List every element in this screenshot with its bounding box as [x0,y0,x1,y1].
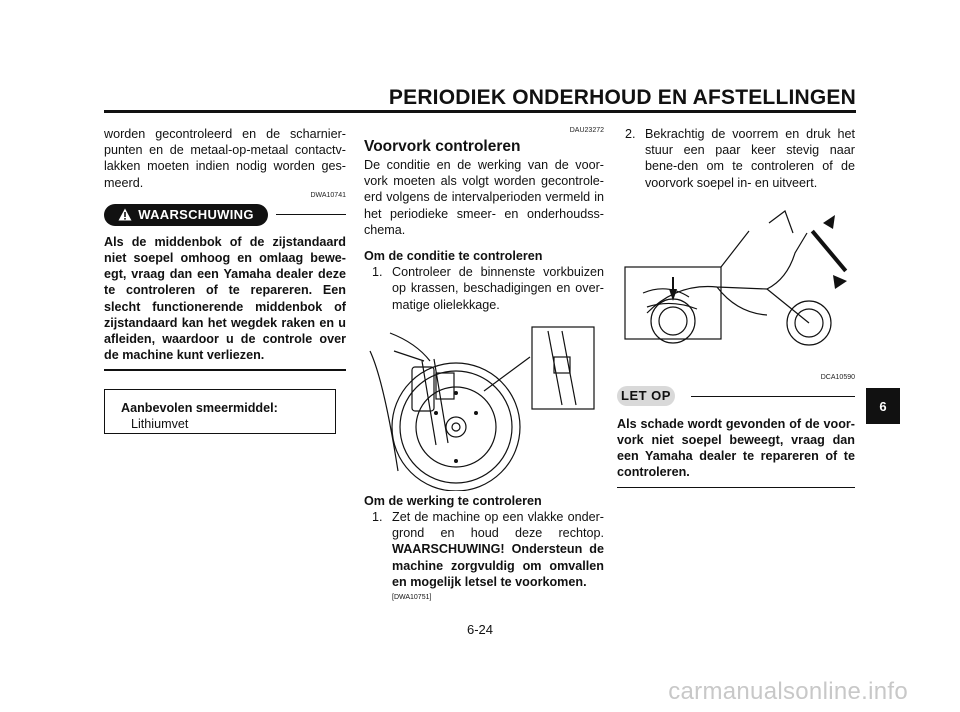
warning-badge [104,204,268,226]
notice-end-rule [617,487,855,489]
warning-triangle-icon [118,208,132,221]
page-number: 6-24 [466,622,494,637]
scooter-illustration [617,203,855,363]
warning-header [104,204,346,228]
step-text-warning: WAARSCHUWING! Ondersteun de machine zorgvuldig om omvallen en mogelijk letsel te voorkomen. [392,542,604,589]
notice-header [617,386,855,410]
notice-line [691,396,855,398]
page-header-title: PERIODIEK ONDERHOUD EN AFSTELLINGEN [388,86,856,109]
watermark-text: carmanualsonline.info [668,678,908,705]
warning-text: Als de middenbok of de zijstandaard niet soepel omhoog en omlaag bewe-egt, vraag dan een Yamaha dealer deze te controleren of te repareren. Een slecht functionerende middenbok of zijstandaard kan het wegdek raken en u afleiden, waardoor u de controle over de machine kunt verliezen. [104,234,346,363]
section-code: DAU23272 [569,127,604,134]
intro-text: worden gecontroleerd en de scharnier-punten en de metaal-op-metaal contactv-lakken moeten indien nodig worden ges-meerd. [104,127,346,190]
chapter-tab: 6 [866,388,900,424]
column-right [617,126,855,488]
notice-code: DCA10590 [820,373,855,381]
step-operation [364,509,604,604]
step-text-plain: Zet de machine op een vlakke onder-grond en houd deze rechtop. [392,510,604,541]
step-text [392,509,604,604]
lubricant-value: Lithiumvet [131,417,189,432]
step-text: Controleer de binnenste vorkbuizen op krassen, beschadigingen en over-matige olielekkage. [392,265,604,312]
column-left [104,126,346,434]
lubricant-box [104,389,336,434]
notice-text: Als schade wordt gevonden of de voor-vork niet soepel beweegt, vraag dan een Yamaha dealer te repareren of te controleren. [617,416,855,480]
step-number: 1. [372,265,383,280]
warning-code: DWA10741 [310,191,346,199]
step-number: 1. [372,510,383,525]
step-text: Bekrachtig de voorrem en druk het stuur een paar keer stevig naar bene-den om te controleren of de voorvork soepel in- en uitveert. [645,127,855,190]
step-warning-code: [DWA10751] [392,594,432,602]
subheading-condition: Om de conditie te controleren [364,249,543,264]
warning-line [276,214,346,216]
header-rule [104,110,856,113]
warning-label: WAARSCHUWING [138,206,254,222]
warning-end-rule [104,369,346,371]
section-intro: De conditie en de werking van de voor-vork moeten als volgt worden gecontrole-erd volgens de intervalperioden vermeld in het periodieke smeer- en onderhoudss-chema. [364,158,604,237]
section-heading: Voorvork controleren [364,138,521,155]
column-middle [364,126,604,604]
notice-badge: LET OP [617,386,675,406]
lubricant-title: Aanbevolen smeermiddel: [121,400,278,415]
subheading-operation: Om de werking te controleren [364,493,542,508]
step-condition [364,264,604,313]
fork-tube-illustration [364,321,596,491]
step-number: 2. [625,127,636,141]
step-compress [617,126,855,191]
